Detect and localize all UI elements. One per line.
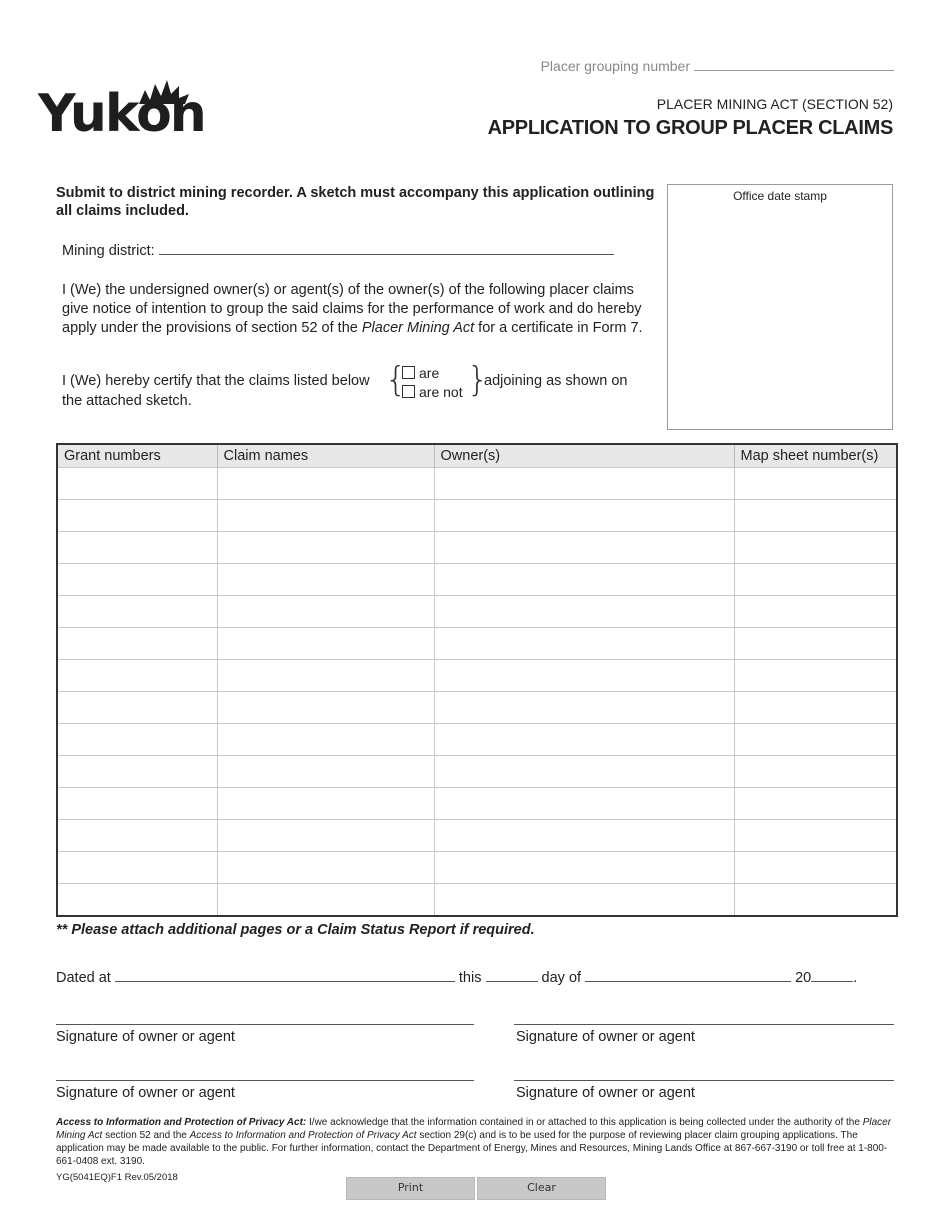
dated-row [56,967,857,986]
grant-number-cell[interactable] [57,724,217,756]
left-brace: { [385,360,407,400]
are-not-label: are not [419,384,463,400]
privacy-text-2: section 52 and the [102,1130,190,1141]
owner-cell[interactable] [434,820,734,852]
grant-number-cell[interactable] [57,884,217,917]
claim-name-cell[interactable] [217,852,434,884]
are-checkbox[interactable] [402,366,415,379]
day-of-label: day of [541,970,582,986]
map-sheet-cell[interactable] [734,820,897,852]
year-period: . [853,970,858,986]
map-sheet-cell[interactable] [734,884,897,917]
mining-district-label: Mining district: [62,243,155,259]
claims-table [56,443,898,917]
privacy-heading: Access to Information and Protection of Privacy Act: [56,1117,307,1128]
clear-button[interactable]: Clear [477,1177,606,1200]
signature-label-1: Signature of owner or agent [56,1029,235,1045]
certification-row [62,362,662,414]
claim-name-cell[interactable] [217,692,434,724]
signature-label-2: Signature of owner or agent [516,1029,695,1045]
grant-number-cell[interactable] [57,692,217,724]
claims-table-body [57,468,897,917]
table-row [57,724,897,756]
table-header-row [57,444,897,468]
grant-number-cell[interactable] [57,788,217,820]
grant-number-cell[interactable] [57,500,217,532]
owner-cell[interactable] [434,884,734,917]
signature-line-2[interactable] [514,1024,894,1025]
owner-cell[interactable] [434,500,734,532]
claim-name-cell[interactable] [217,564,434,596]
owner-cell[interactable] [434,628,734,660]
map-sheet-cell[interactable] [734,724,897,756]
map-sheet-cell[interactable] [734,500,897,532]
table-row [57,820,897,852]
map-sheet-cell[interactable] [734,788,897,820]
table-row [57,788,897,820]
option-are-not [402,384,463,400]
claim-name-cell[interactable] [217,660,434,692]
office-date-stamp-box [667,184,893,430]
map-sheet-cell[interactable] [734,756,897,788]
act-subtitle: PLACER MINING ACT (SECTION 52) [656,96,893,112]
signature-label-4: Signature of owner or agent [516,1085,695,1101]
signature-line-3[interactable] [56,1080,474,1081]
grant-number-cell[interactable] [57,564,217,596]
map-sheet-cell[interactable] [734,660,897,692]
table-row [57,756,897,788]
placer-grouping-number [541,56,894,74]
table-row [57,564,897,596]
claim-name-cell[interactable] [217,756,434,788]
table-row [57,532,897,564]
right-brace: } [467,360,489,400]
owner-cell[interactable] [434,596,734,628]
claim-name-cell[interactable] [217,532,434,564]
table-row [57,628,897,660]
are-label: are [419,365,440,381]
cert-text-2: the attached sketch. [62,393,192,409]
grouping-label: Placer grouping number [540,58,690,74]
logo-wordmark: Yukon [38,84,205,144]
map-sheet-cell[interactable] [734,596,897,628]
privacy-atipp: Access to Information and Protection of Privacy Act [189,1130,417,1141]
claim-name-cell[interactable] [217,468,434,500]
grant-number-cell[interactable] [57,852,217,884]
notice-text-2: for a certificate in Form 7. [474,320,643,336]
mining-district-field[interactable] [159,240,614,255]
map-sheet-cell[interactable] [734,692,897,724]
claim-name-cell[interactable] [217,724,434,756]
grant-number-cell[interactable] [57,660,217,692]
day-field[interactable] [486,967,538,982]
privacy-text-3: section 29(c) and is to be used for the purpose of reviewing placer claim grouping applications. The application may be made available to the public. For further information, contact the Department of Energy, Mines and Resources, Mining Lands Office at 867-667-3190 or toll free at 1-800-661-0408 ext. 3190. [56,1130,888,1167]
office-date-stamp-label: Office date stamp [733,189,827,203]
owner-cell[interactable] [434,692,734,724]
signature-line-1[interactable] [56,1024,474,1025]
grant-number-cell[interactable] [57,756,217,788]
table-row [57,500,897,532]
column-header-grant-numbers: Grant numbers [57,444,217,468]
grant-number-cell[interactable] [57,532,217,564]
table-row [57,884,897,917]
grant-number-cell[interactable] [57,468,217,500]
claim-name-cell[interactable] [217,788,434,820]
dated-at-label: Dated at [56,970,111,986]
yukon-logo [38,72,213,142]
print-button[interactable]: Print [346,1177,475,1200]
owner-cell[interactable] [434,756,734,788]
claim-name-cell[interactable] [217,596,434,628]
year-prefix: 20 [795,970,812,986]
owner-cell[interactable] [434,468,734,500]
month-field[interactable] [585,967,791,982]
signature-label-3: Signature of owner or agent [56,1085,235,1101]
notice-act-name: Placer Mining Act [361,320,475,336]
map-sheet-cell[interactable] [734,628,897,660]
year-field[interactable] [811,967,853,982]
this-label: this [458,970,482,986]
cert-text-1: I (We) hereby certify that the claims listed below [62,373,370,389]
are-not-checkbox[interactable] [402,385,415,398]
claim-name-cell[interactable] [217,884,434,917]
grouping-number-field[interactable] [694,56,894,71]
dated-at-field[interactable] [115,967,455,982]
grant-number-cell[interactable] [57,596,217,628]
column-header-owners: Owner(s) [434,444,734,468]
column-header-map-sheet-numbers: Map sheet number(s) [734,444,897,468]
map-sheet-cell[interactable] [734,852,897,884]
privacy-pma: Placer Mining Act [56,1117,892,1141]
owner-cell[interactable] [434,852,734,884]
notice-text-1: I (We) the undersigned owner(s) or agent(s) of the owner(s) of the following placer claims give notice of intention to group the said claims for the performance of work and do hereby apply under the provisions of section 52 of the [62,282,642,336]
owner-cell[interactable] [434,660,734,692]
option-are [402,365,439,381]
privacy-notice [56,1116,896,1168]
owner-cell[interactable] [434,788,734,820]
table-row [57,692,897,724]
claim-name-cell[interactable] [217,628,434,660]
mining-district-row [62,240,614,259]
owner-cell[interactable] [434,532,734,564]
privacy-text-1: I/we acknowledge that the information contained in or attached to this application is being collected under the authority of the [306,1117,863,1128]
map-sheet-cell[interactable] [734,468,897,500]
table-row [57,596,897,628]
page-title: APPLICATION TO GROUP PLACER CLAIMS [487,117,893,139]
signature-line-4[interactable] [514,1080,894,1081]
column-header-claim-names: Claim names [217,444,434,468]
map-sheet-cell[interactable] [734,532,897,564]
owner-cell[interactable] [434,724,734,756]
table-row [57,852,897,884]
table-row [57,468,897,500]
map-sheet-cell[interactable] [734,564,897,596]
table-row [57,660,897,692]
additional-pages-note: ** Please attach additional pages or a Claim Status Report if required. [56,922,535,938]
notice-paragraph [62,281,652,338]
submit-instruction: Submit to district mining recorder. A sketch must accompany this application outlining all claims included. [56,185,655,219]
claim-name-cell[interactable] [217,500,434,532]
cert-text-3: adjoining as shown on [484,373,628,389]
owner-cell[interactable] [434,564,734,596]
grant-number-cell[interactable] [57,628,217,660]
claim-name-cell[interactable] [217,820,434,852]
form-id: YG(5041EQ)F1 Rev.05/2018 [56,1172,178,1183]
grant-number-cell[interactable] [57,820,217,852]
